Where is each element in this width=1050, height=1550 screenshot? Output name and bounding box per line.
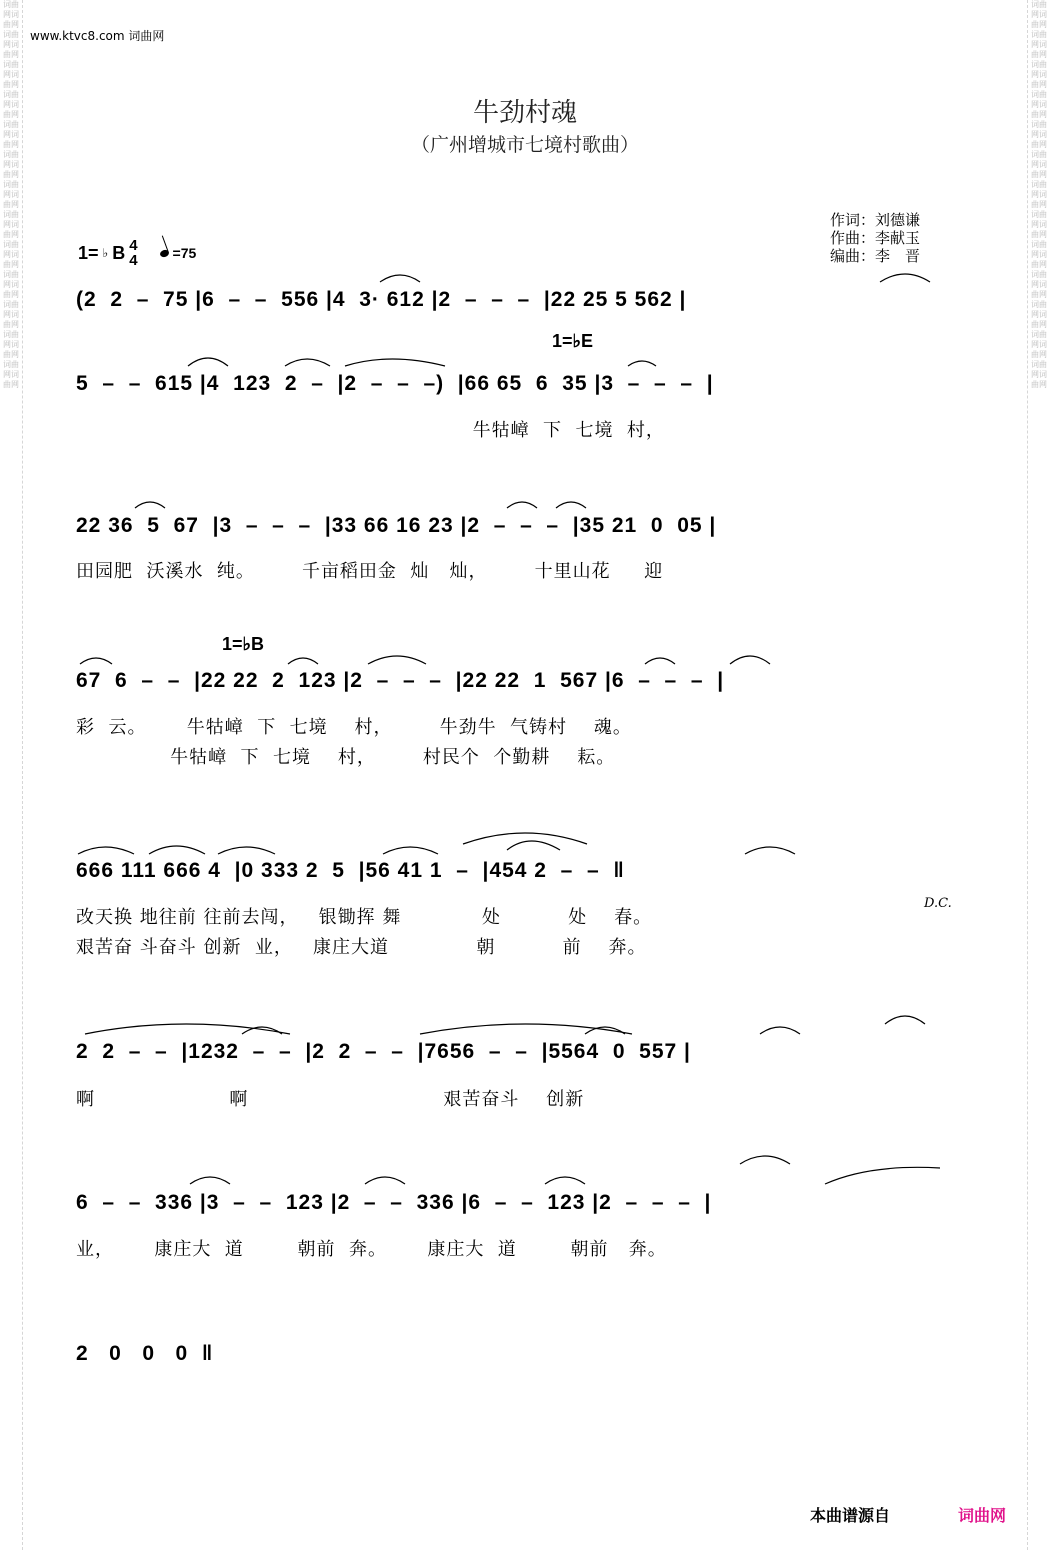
slur-arc (135, 502, 165, 508)
slur-arc (380, 275, 420, 282)
arranger-credit: 编曲：李 晋 (830, 247, 921, 265)
slur-arc (368, 656, 426, 664)
time-top: 4 (129, 237, 138, 254)
slur-arc (218, 847, 275, 854)
slur-arc (556, 502, 586, 508)
score-row-5 (0, 859, 1050, 959)
slur-arc (645, 658, 675, 664)
slur-arc (80, 658, 112, 664)
site-url[interactable]: www.ktvc8.com 词曲网 (30, 29, 165, 43)
slur-arc (760, 1027, 800, 1034)
score-lyrics-verse-2: 艰苦奋 斗奋斗 创新 业， 康庄大道 朝 前 奔。 (76, 937, 647, 958)
slur-arc (885, 1016, 925, 1024)
slur-arc (383, 847, 438, 854)
score-lyrics-verse-1: 改天换 地往前 往前去闯， 银锄挥 舞 处 处 春。 (76, 907, 653, 928)
score-row-3 (0, 514, 1050, 614)
slur-arc (745, 847, 795, 854)
slur-arc (730, 656, 770, 664)
footer-brand-link[interactable]: 词曲网 (958, 1506, 1007, 1525)
score-lyrics: 啊 啊 艰苦奋斗 创新 (76, 1089, 585, 1110)
score-lyrics-verse-2: 牛牯嶂 下 七境 村， 村民个 个勤耕 耘。 (76, 747, 616, 768)
score-notes: 6 – – 336 |3 – – 123 |2 – – 336 |6 – – 123 |2 – – – | (76, 1191, 712, 1214)
score-lyrics: 田园肥 沃溪水 纯。 千亩稻田金 灿 灿， 十里山花 迎 (76, 561, 664, 582)
slur-arc (288, 658, 318, 664)
key-change-e-flat: 1=♭E (552, 331, 594, 351)
score-row-6 (0, 1040, 1050, 1140)
score-notes: 5 – – 615 |4 123 2 – |2 – – –) |66 65 6 35 |3 – – – | (76, 372, 714, 395)
score-notes: 22 36 5 67 |3 – – – |33 66 16 23 |2 – – – |35 21 0 05 | (76, 514, 717, 537)
bpm-value: =75 (172, 245, 197, 261)
lyricist-credit: 作词：刘德谦 (830, 211, 921, 229)
slur-arc (825, 1167, 940, 1184)
left-watermark-strip: 词曲网词曲网词曲网词曲网词曲网词曲网词曲网词曲网词曲网词曲网词曲网词曲网词曲网词曲网词曲网词曲网词曲网词曲网词曲网词曲网词曲网词曲网词曲网词曲网词曲网词曲网 (0, 0, 23, 1550)
slur-arc (545, 1177, 585, 1184)
key-label: 1= (78, 242, 99, 263)
composer-credit: 作曲：李献玉 (830, 229, 921, 247)
quarter-note-icon (159, 248, 170, 258)
score-row-8 (0, 1342, 1050, 1442)
slur-arc (365, 1177, 405, 1184)
flat-sign: ♭ (102, 246, 109, 260)
da-capo-mark: D.C. (924, 896, 952, 911)
slur-arc (507, 841, 560, 850)
slur-arc (507, 502, 537, 508)
score-row-4 (0, 669, 1050, 769)
right-watermark-strip: 词曲网词曲网词曲网词曲网词曲网词曲网词曲网词曲网词曲网词曲网词曲网词曲网词曲网词曲网词曲网词曲网词曲网词曲网词曲网词曲网词曲网词曲网词曲网词曲网词曲网词曲网 (1027, 0, 1050, 1550)
key-change-b-flat: 1=♭B (222, 634, 265, 654)
song-subtitle: （广州增城市七境村歌曲） (410, 134, 639, 156)
score-lyrics-verse-1: 彩 云。 牛牯嶂 下 七境 村， 牛劲牛 气铸村 魂。 (76, 717, 632, 738)
score-lyrics: 牛牯嶂 下 七境 村， (76, 420, 665, 441)
score-row-7 (0, 1191, 1050, 1291)
slur-arc (85, 1024, 290, 1034)
slur-arc (880, 274, 930, 282)
key-note: B (112, 242, 126, 263)
time-bottom: 4 (129, 252, 138, 269)
slur-arc (420, 1024, 632, 1034)
score-lyrics: 业， 康庄大 道 朝前 奔。 康庄大 道 朝前 奔。 (76, 1239, 667, 1260)
song-title: 牛劲村魂 (472, 98, 577, 128)
slur-arc (78, 847, 134, 854)
slur-arc (585, 1027, 625, 1034)
score-notes: 666 111 666 4 |0 333 2 5 |56 41 1 – |454 2 – – ‖ (76, 859, 625, 882)
slur-arc (149, 846, 205, 854)
score-notes: 2 0 0 0 ‖ (76, 1342, 214, 1365)
footer-source-label: 本曲谱源自 (810, 1506, 891, 1525)
time-signature (129, 238, 137, 268)
slur-arc (190, 1177, 230, 1184)
slur-arc (242, 1027, 282, 1034)
tempo-marking (78, 238, 196, 268)
score-notes: (2 2 – 75 |6 – – 556 |4 3· 612 |2 – – – |22 25 5 562 | (76, 288, 687, 311)
score-notes: 2 2 – – |1232 – – |2 2 – – |7656 – – |5564 0 557 | (76, 1040, 691, 1063)
slur-arc (463, 833, 587, 844)
slur-arc (740, 1156, 790, 1164)
score-row-2 (0, 372, 1050, 472)
score-notes: 67 6 – – |22 22 2 123 |2 – – – |22 22 1 567 |6 – – – | (76, 669, 725, 692)
